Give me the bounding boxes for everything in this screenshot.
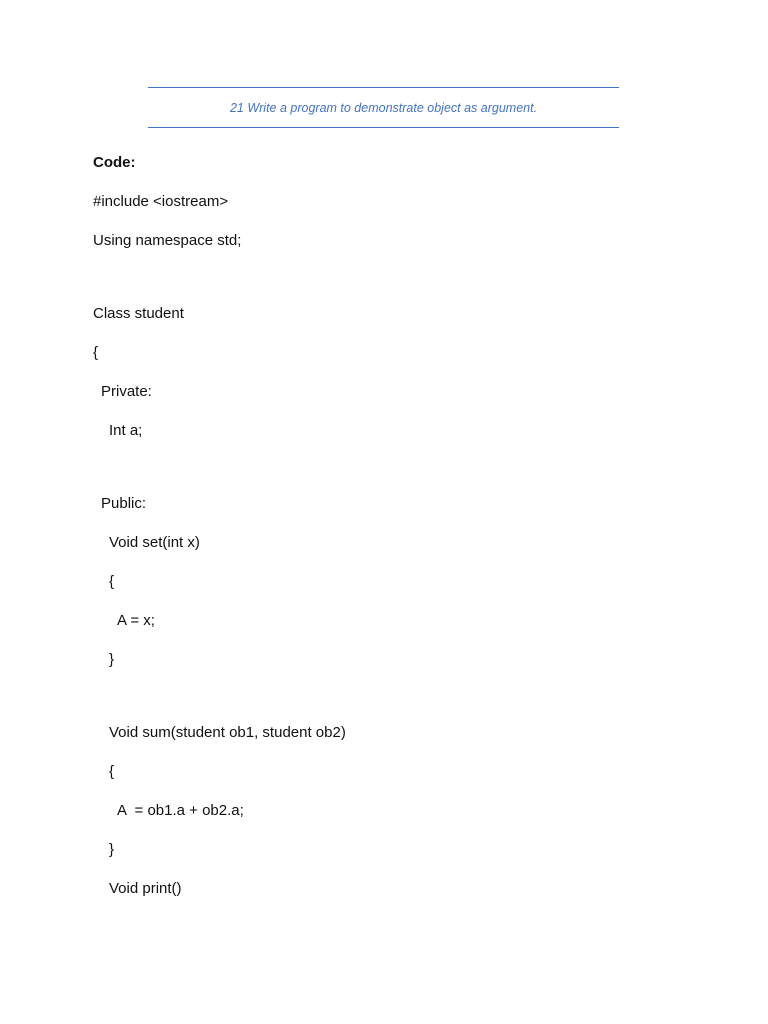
title-block <box>148 87 619 128</box>
code-line: Private: <box>101 383 152 400</box>
code-line: } <box>109 651 115 668</box>
code-line: Public: <box>101 495 147 512</box>
code-line: Int a; <box>109 422 143 439</box>
code-line: } <box>109 841 115 858</box>
page-title: 21 Write a program to demonstrate object as argument. <box>229 101 538 115</box>
code-line: { <box>109 573 115 590</box>
code-line: Void print() <box>109 880 182 897</box>
code-label: Code: <box>93 154 136 171</box>
code-line: #include <iostream> <box>93 193 229 210</box>
code-line: Void set(int x) <box>109 534 200 551</box>
code-line: { <box>109 763 115 780</box>
code-line: A = x; <box>117 612 155 629</box>
code-line: A = ob1.a + ob2.a; <box>117 802 244 819</box>
code-line: { <box>93 344 99 361</box>
code-line: Void sum(student ob1, student ob2) <box>109 724 346 741</box>
code-line: Using namespace std; <box>93 232 242 249</box>
code-line: Class student <box>93 305 184 322</box>
